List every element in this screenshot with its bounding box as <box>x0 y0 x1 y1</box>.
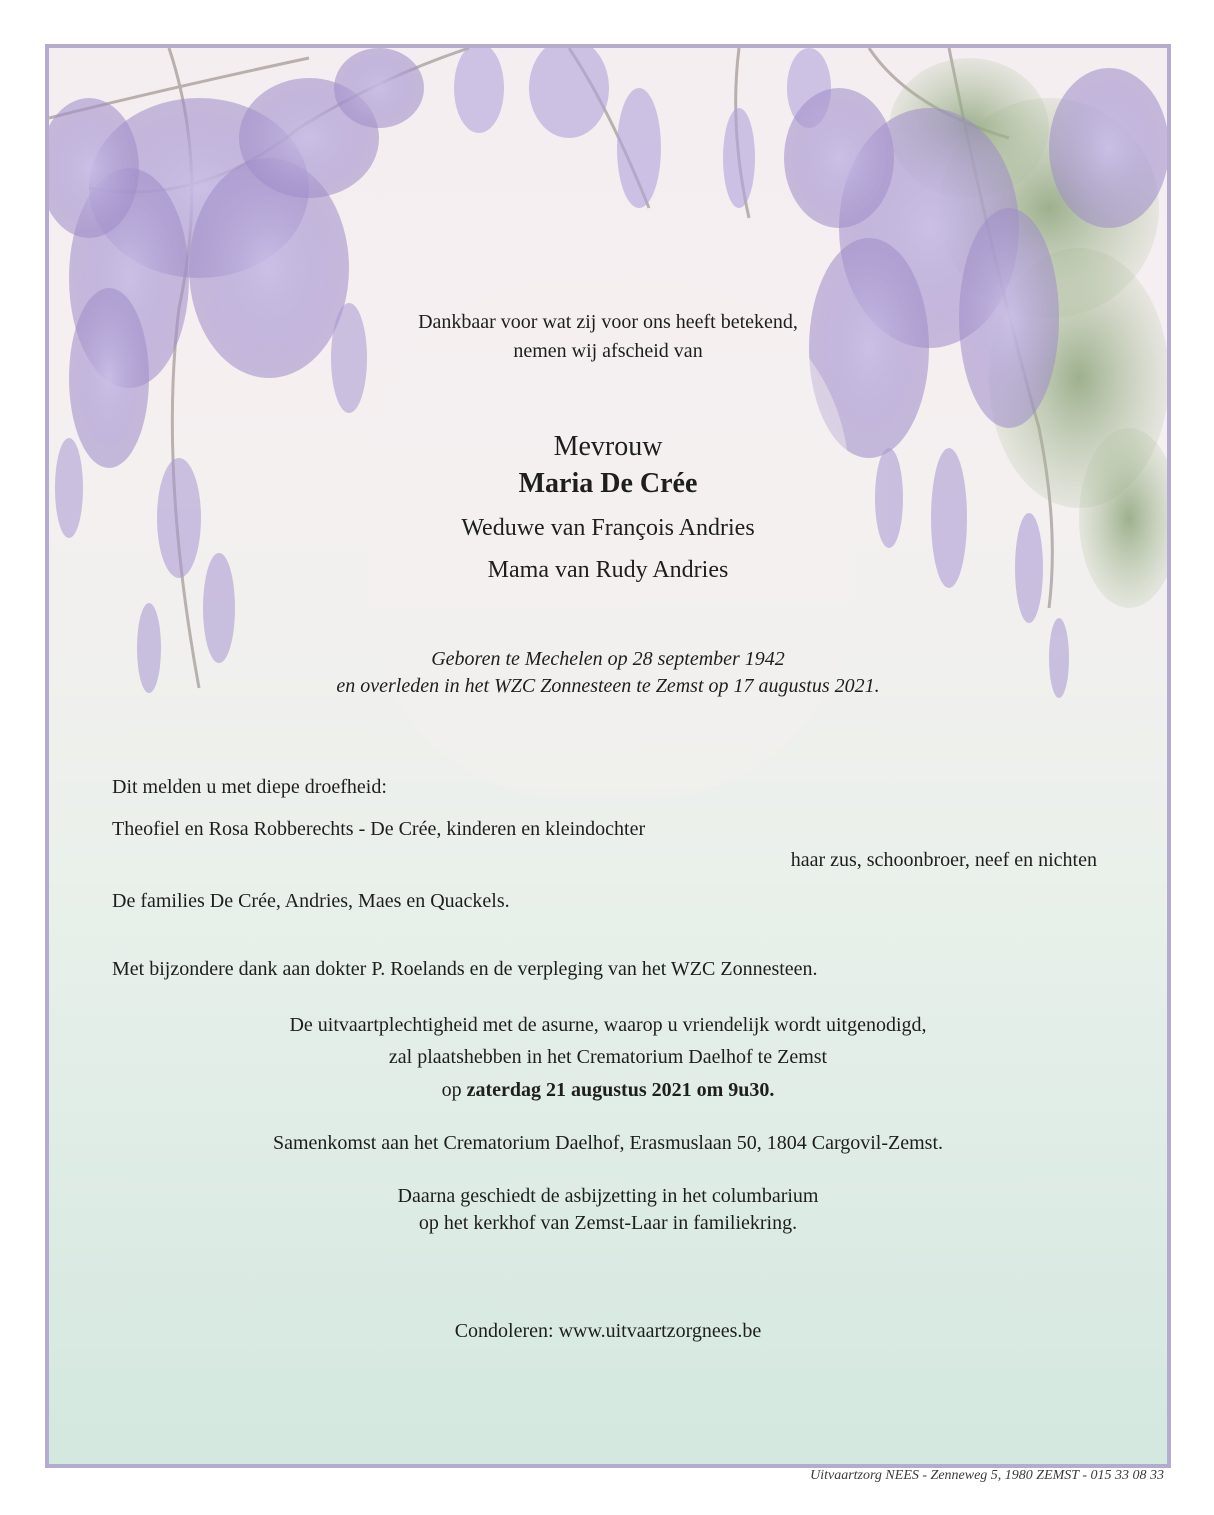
family-line-1: Theofiel en Rosa Robberechts - De Crée, kinderen en kleindochter <box>112 818 646 840</box>
family-line-2: De families De Crée, Andries, Maes en Quackels. <box>112 890 510 912</box>
intro-line-1: Dankbaar voor wat zij voor ons heeft betekend, <box>418 311 798 333</box>
honorific: Mevrouw <box>553 431 663 462</box>
family-line-1-continued: haar zus, schoonbroer, neef en nichten <box>790 849 1097 871</box>
after-line-2: op het kerkhof van Zemst-Laar in familiekring. <box>418 1212 798 1234</box>
widow-of: Weduwe van François Andries <box>461 515 755 541</box>
gathering-line: Samenkomst aan het Crematorium Daelhof, Erasmuslaan 50, 1804 Cargovil-Zemst. <box>272 1132 944 1154</box>
ceremony-date-line <box>49 1079 1167 1102</box>
ceremony-line-1: De uitvaartplechtigheid met de asurne, waarop u vriendelijk wordt uitgenodigd, <box>289 1014 927 1036</box>
after-line-1: Daarna geschiedt de asbijzetting in het columbarium <box>397 1185 819 1207</box>
thanks-line: Met bijzondere dank aan dokter P. Roelands en de verpleging van het WZC Zonnesteen. <box>112 958 818 980</box>
announcement-intro: Dit melden u met diepe droefheid: <box>112 776 387 798</box>
intro-line-2: nemen wij afscheid van <box>513 340 703 362</box>
funeral-home-footer: Uitvaartzorg NEES - Zenneweg 5, 1980 ZEMST - 015 33 08 33 <box>810 1468 1164 1483</box>
ceremony-date: zaterdag 21 augustus 2021 om 9u30. <box>466 1079 775 1101</box>
mother-of: Mama van Rudy Andries <box>487 557 729 583</box>
ceremony-line-2: zal plaatshebben in het Crematorium Daelhof te Zemst <box>388 1046 828 1068</box>
condolences-line: Condoleren: www.uitvaartzorgnees.be <box>454 1320 762 1342</box>
death-line: en overleden in het WZC Zonnesteen te Zemst op 17 augustus 2021. <box>336 675 880 697</box>
deceased-name: Maria De Crée <box>518 468 698 499</box>
obituary-card <box>45 44 1171 1468</box>
birth-line: Geboren te Mechelen op 28 september 1942 <box>431 648 785 670</box>
ceremony-date-prefix: op <box>441 1079 467 1101</box>
